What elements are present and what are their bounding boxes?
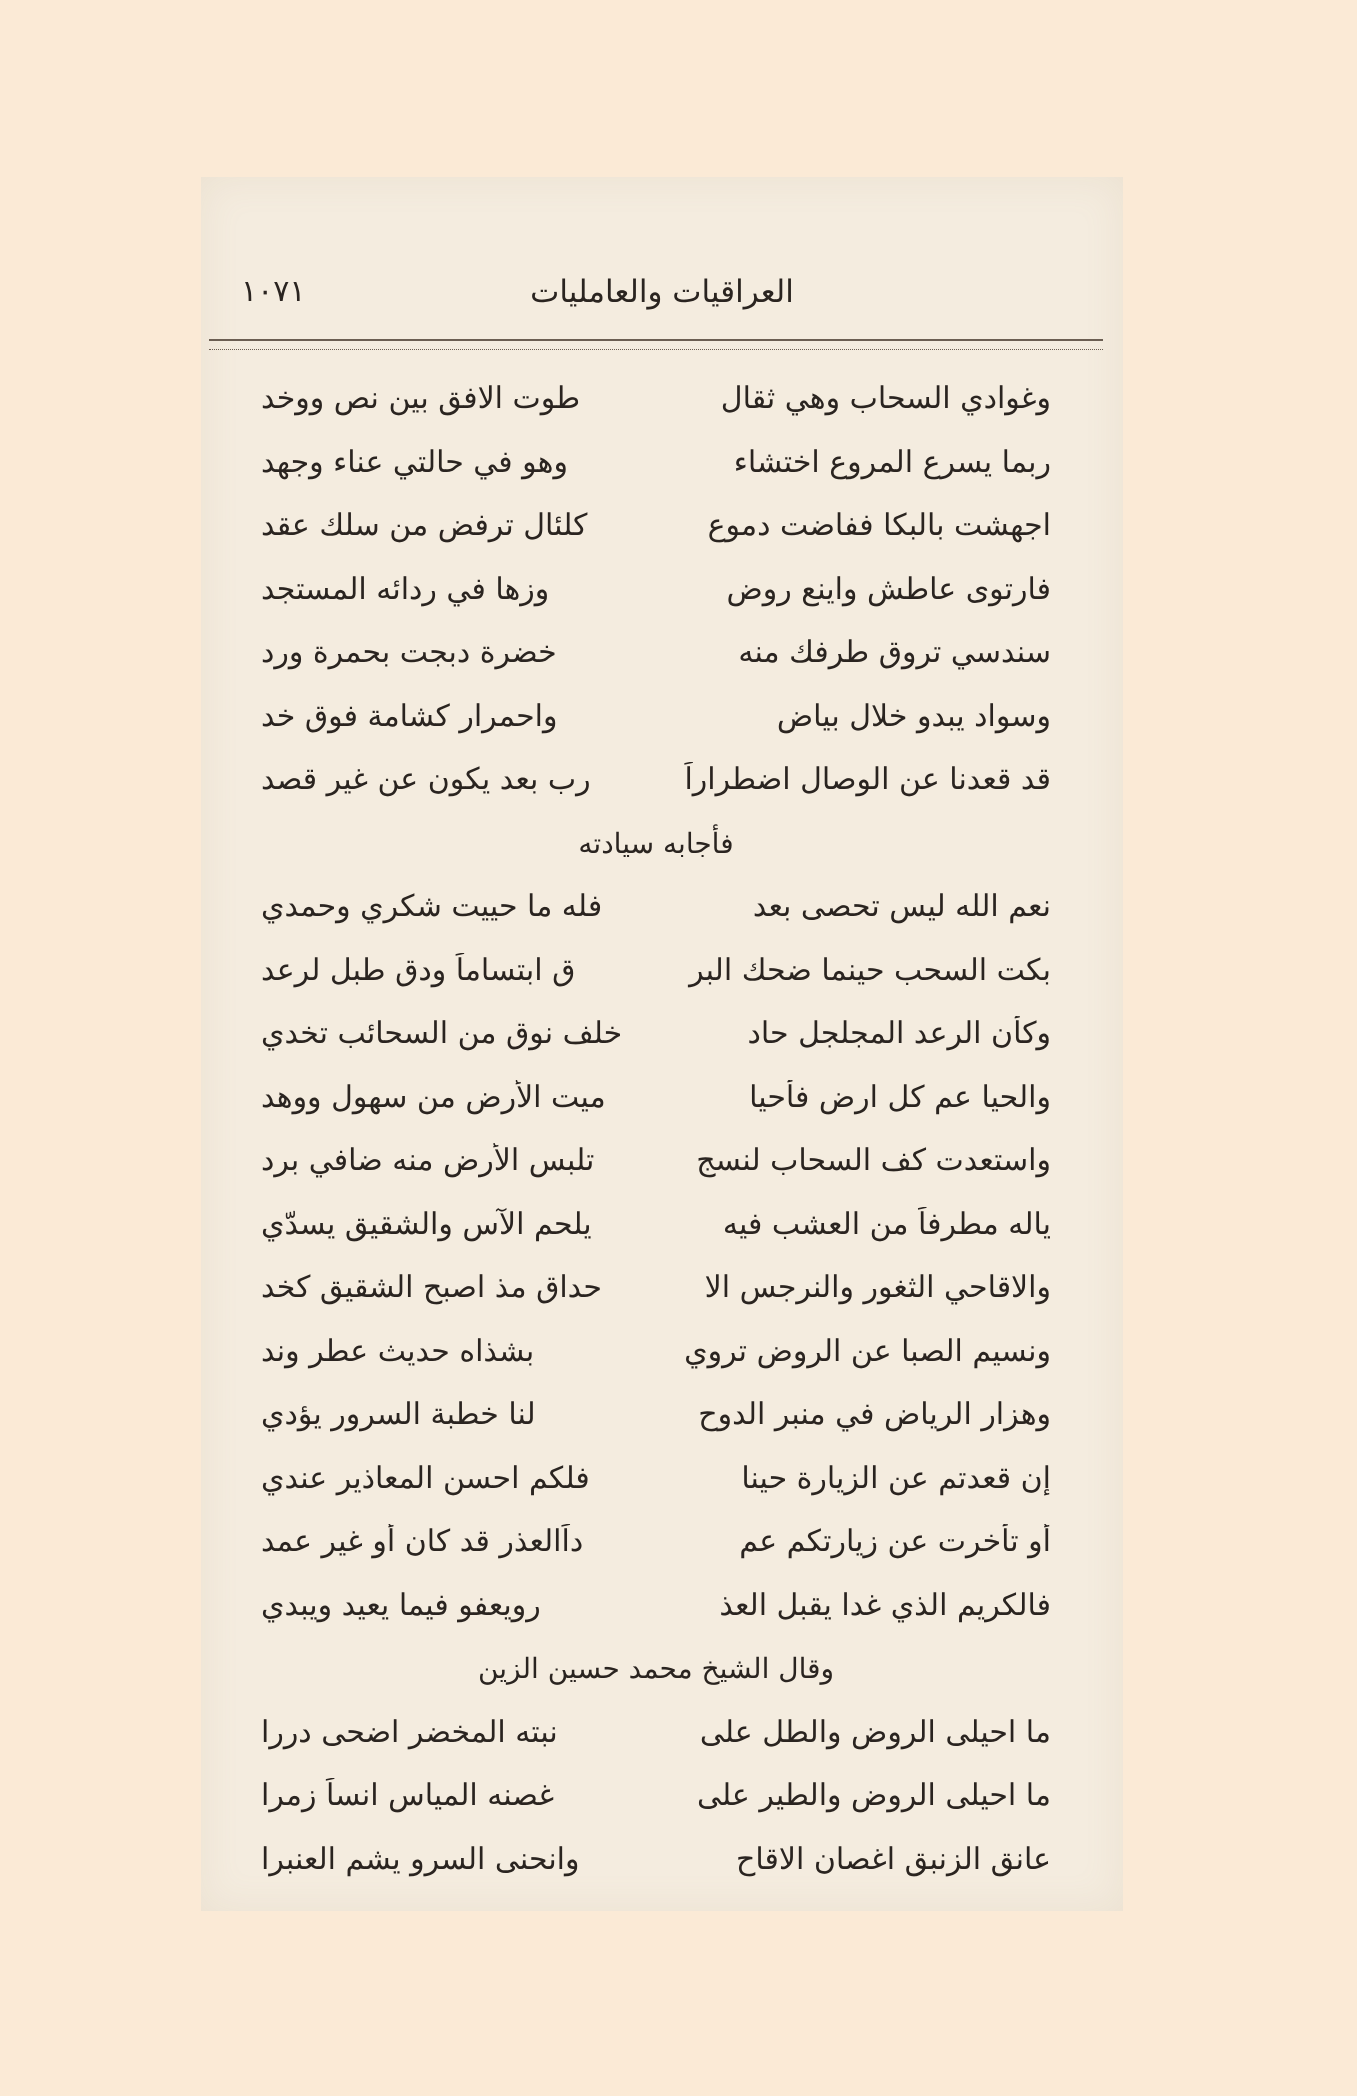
first-hemistich: بكت السحب حينما ضحك البر	[689, 952, 1051, 988]
page-number: ١٠٧١	[241, 274, 306, 309]
verse-row	[261, 1066, 1051, 1130]
second-hemistich: فلكم احسن المعاذير عندي	[261, 1460, 590, 1496]
second-hemistich: داًالعذر قد كان أو غير عمد	[261, 1524, 584, 1560]
verse-row	[261, 1383, 1051, 1447]
first-hemistich: عانق الزنبق اغصان الاقاح	[736, 1841, 1051, 1877]
second-hemistich: ميت الأرض من سهول ووهد	[261, 1079, 606, 1115]
first-hemistich: وغوادي السحاب وهي ثقال	[720, 381, 1051, 417]
running-title: العراقيات والعامليات	[530, 274, 794, 310]
verse-row	[261, 1764, 1051, 1828]
first-hemistich: قد قعدنا عن الوصال اضطراراً	[684, 762, 1051, 798]
first-hemistich: والاقاحي الثغور والنرجس الا	[704, 1270, 1051, 1306]
second-hemistich: رب بعد يكون عن غير قصد	[261, 762, 591, 798]
first-hemistich: اجهشت بالبكا ففاضت دموع	[707, 508, 1051, 544]
second-hemistich: كلئال ترفض من سلك عقد	[261, 508, 588, 544]
second-hemistich: يلحم الآس والشقيق يسدّي	[261, 1206, 592, 1242]
second-hemistich: تلبس الأرض منه ضافي برد	[261, 1143, 595, 1179]
verse-row	[261, 1447, 1051, 1511]
verse-row	[261, 367, 1051, 431]
verse-row	[261, 1193, 1051, 1257]
verse-row	[261, 1320, 1051, 1384]
verse-row	[261, 1574, 1051, 1638]
first-hemistich: وكأن الرعد المجلجل حاد	[747, 1016, 1051, 1052]
verse-row	[261, 685, 1051, 749]
verse-body	[261, 367, 1051, 1891]
second-hemistich: طوت الافق بين نص ووخد	[261, 381, 581, 417]
second-hemistich: فله ما حييت شكري وحمدي	[261, 889, 603, 925]
verse-row	[261, 494, 1051, 558]
second-hemistich: لنا خطبة السرور يؤدي	[261, 1397, 536, 1433]
verse-row	[261, 1002, 1051, 1066]
first-hemistich: إن قعدتم عن الزيارة حينا	[741, 1460, 1051, 1496]
second-hemistich: رويعفو فيما يعيد ويبدي	[261, 1587, 541, 1623]
verse-row	[261, 1129, 1051, 1193]
verse-row	[261, 875, 1051, 939]
verse-row	[261, 1701, 1051, 1765]
reply-heading: فأجابه سيادته	[578, 826, 734, 860]
first-hemistich: ياله مطرفاً من العشب فيه	[722, 1206, 1051, 1242]
verse-row	[261, 431, 1051, 495]
second-hemistich: وانحنى السرو يشم العنبرا	[261, 1841, 580, 1877]
verse-row	[261, 558, 1051, 622]
first-hemistich: سندسي تروق طرفك منه	[738, 635, 1051, 671]
verse-row	[261, 1256, 1051, 1320]
first-hemistich: نعم الله ليس تحصى بعد	[752, 889, 1051, 925]
verse-row	[261, 939, 1051, 1003]
first-hemistich: ربما يسرع المروع اختشاء	[733, 444, 1051, 480]
verse-row	[261, 1828, 1051, 1892]
first-hemistich: واستعدت كف السحاب لنسج	[696, 1143, 1051, 1179]
first-hemistich: أو تأخرت عن زيارتكم عم	[739, 1524, 1051, 1560]
second-hemistich: وهو في حالتي عناء وجهد	[261, 444, 568, 480]
second-hemistich: ق ابتساماً ودق طبل لرعد	[261, 952, 576, 988]
first-hemistich: ما احيلى الروض والطير على	[696, 1778, 1051, 1814]
second-hemistich: خلف نوق من السحائب تخدي	[261, 1016, 623, 1052]
header-rule	[209, 339, 1103, 350]
page-header	[241, 267, 1083, 317]
verse-row	[261, 748, 1051, 812]
first-hemistich: وهزار الرياض في منبر الدوح	[698, 1397, 1051, 1433]
verse-row	[261, 621, 1051, 685]
second-hemistich: وزها في ردائه المستجد	[261, 571, 550, 607]
first-hemistich: وسواد يبدو خلال بياض	[776, 698, 1051, 734]
second-hemistich: خضرة دبجت بحمرة ورد	[261, 635, 557, 671]
first-hemistich: فارتوى عاطش واينع روض	[726, 571, 1051, 607]
second-hemistich: نبته المخضر اضحى دررا	[261, 1714, 558, 1750]
second-hemistich: واحمرار كشامة فوق خد	[261, 698, 558, 734]
first-hemistich: ما احيلى الروض والطل على	[699, 1714, 1051, 1750]
second-hemistich: غصنه المياس انساً زمرا	[261, 1778, 555, 1814]
first-hemistich: والحيا عم كل ارض فأحيا	[749, 1079, 1051, 1115]
first-hemistich: ونسيم الصبا عن الروض تروي	[684, 1333, 1051, 1369]
book-page	[201, 177, 1123, 1911]
first-hemistich: فالكريم الذي غدا يقبل العذ	[719, 1587, 1051, 1623]
author-heading: وقال الشيخ محمد حسين الزين	[477, 1652, 835, 1685]
verse-row	[261, 1510, 1051, 1574]
second-hemistich: بشذاه حديث عطر وند	[261, 1333, 535, 1369]
second-hemistich: حداق مذ اصبح الشقيق كخد	[261, 1270, 602, 1306]
